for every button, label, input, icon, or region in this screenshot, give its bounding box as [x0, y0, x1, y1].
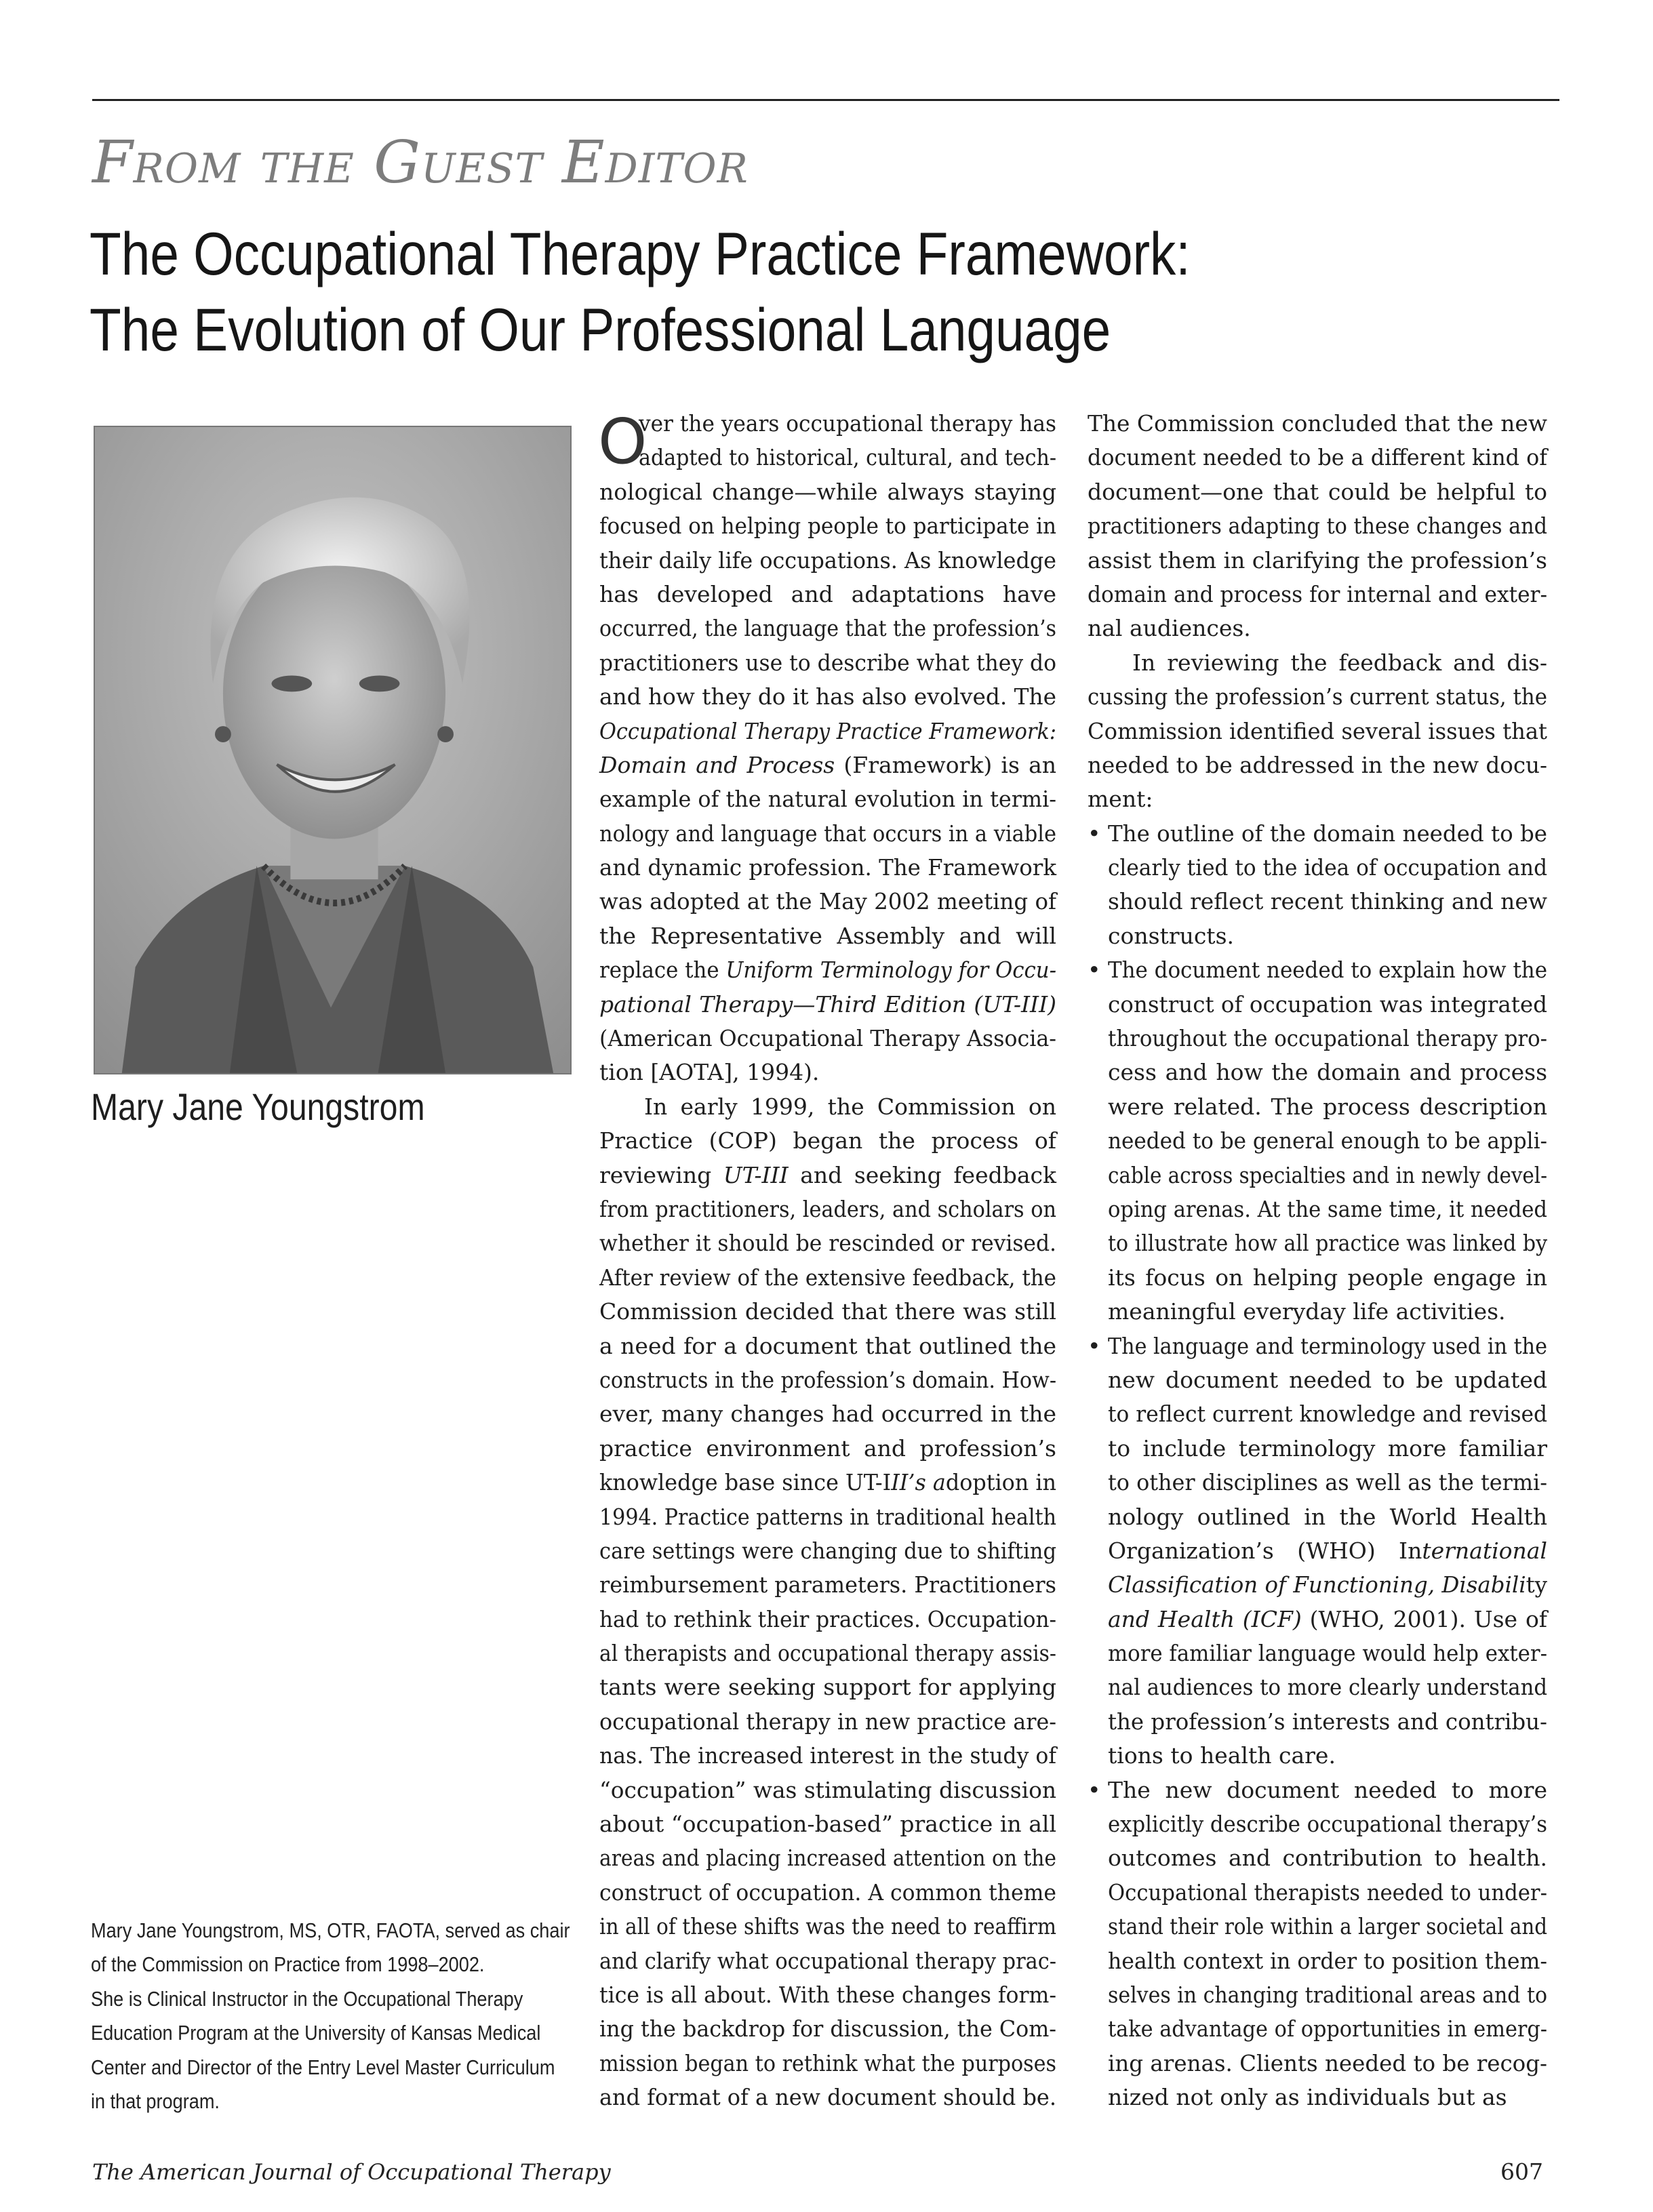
text-line [599, 1466, 1056, 1500]
text-line-content: nized not only as individuals but as [1108, 2084, 1507, 2111]
text-line [1088, 578, 1547, 611]
text-line-content: mission began to rethink what the purposes [599, 2049, 1057, 2076]
text-line [1088, 680, 1547, 714]
text-line-content: practitioners use to describe what they do [599, 649, 1056, 676]
text-line [1088, 1773, 1547, 1807]
text-line [1088, 1670, 1547, 1704]
text-line-content: focused on helping people to participate in [599, 512, 1056, 540]
text-line [1088, 1432, 1547, 1466]
text-line [1088, 1329, 1547, 1363]
text-line [1088, 407, 1547, 441]
text-line-content: Occupational therapists needed to under- [1108, 1878, 1547, 1906]
text-line [1088, 885, 1547, 919]
text-line-content: al therapists and occupational therapy assis- [599, 1640, 1056, 1667]
drop-cap: O [598, 405, 648, 478]
text-line-content: construct of occupation. A common theme [599, 1878, 1056, 1906]
text-line-content: throughout the occupational therapy pro- [1108, 1025, 1547, 1052]
text-line-content [599, 715, 1056, 748]
text-line [599, 1739, 1056, 1773]
text-line [1088, 1055, 1547, 1089]
text-line [599, 1603, 1056, 1636]
text-line-content: new document needed to be updated [1108, 1366, 1548, 1393]
text-line-content: example of the natural evolution in termi- [599, 786, 1057, 813]
text-line [1088, 646, 1547, 680]
text-line-content: adapted to historical, cultural, and tech- [639, 444, 1057, 471]
text-line-content: about “occupation-based” practice in all [599, 1811, 1056, 1838]
text-line [599, 715, 1056, 748]
text-line [599, 1295, 1056, 1329]
text-line [599, 1022, 1056, 1055]
italic-title: Classification of Functioning, Disabili [1108, 1571, 1526, 1598]
text-line-content: areas and placing increased attention on the [599, 1845, 1056, 1872]
text-line [599, 475, 1056, 509]
photo-caption: Mary Jane Youngstrom [91, 1085, 425, 1128]
text-line-content: the Representative Assembly and will [599, 922, 1056, 949]
text-line [1088, 1978, 1547, 2012]
text-line-content: nology and language that occurs in a viable [599, 820, 1057, 847]
text-line-content: construct of occupation was integrated [1108, 990, 1547, 1018]
text-line [1088, 1500, 1547, 1534]
text-line [599, 885, 1056, 919]
text-line [1088, 715, 1547, 748]
bio-line: She is Clinical Instructor in the Occupational Therapy [91, 1986, 523, 2011]
text-line [1088, 988, 1547, 1022]
text-line [1088, 1295, 1547, 1329]
text-line [599, 1363, 1056, 1397]
footer-journal-name: The American Journal of Occupational Therapy [92, 2159, 611, 2185]
text-line-content: occupational therapy in new practice are- [599, 1708, 1057, 1735]
text-line [599, 1978, 1056, 2012]
text-line-content: ver the years occupational therapy has [639, 410, 1056, 437]
text-line [1088, 1807, 1547, 1841]
text-line-content: meaningful everyday life activities. [1108, 1298, 1506, 1325]
text-line [599, 817, 1056, 851]
text-line-content: In reviewing the feedback and dis- [1132, 649, 1547, 676]
text-line [599, 2047, 1056, 2080]
text-line [599, 1226, 1056, 1260]
text-line-content: Domain and Process (Framework) is an [599, 751, 1057, 778]
text-line-content: document needed to be a different kind of [1088, 444, 1547, 471]
text-line [599, 1500, 1056, 1534]
text-line-content: stand their role within a larger societal and [1108, 1913, 1548, 1940]
text-line-content: and format of a new document should be. [599, 2084, 1056, 2111]
text-line-content: and how they do it has also evolved. The [599, 683, 1057, 710]
text-line [1088, 1159, 1547, 1192]
text-line [1088, 475, 1547, 509]
text-line [599, 1636, 1056, 1670]
text-line [599, 1910, 1056, 1944]
author-bio [91, 1914, 570, 2118]
text-line-content: After review of the extensive feedback, the [599, 1264, 1056, 1291]
italic-title: pational Therapy—Third Edition (UT-III) [599, 990, 1056, 1018]
text-line-content: whether it should be rescinded or revised. [599, 1230, 1057, 1257]
text-line [599, 611, 1056, 645]
bio-line: Mary Jane Youngstrom, MS, OTR, FAOTA, served as chair [91, 1918, 570, 1942]
article-title [89, 216, 1191, 367]
text-line [1088, 851, 1547, 885]
bio-line: Center and Director of the Entry Level Master Curriculum [91, 2055, 555, 2079]
text-line [1088, 1841, 1547, 1875]
text-line-content: “occupation” was stimulating discussion [599, 1776, 1056, 1803]
text-line-content: nas. The increased interest in the study of [599, 1742, 1056, 1769]
text-line-content: practitioners adapting to these changes and [1088, 512, 1547, 540]
article-column-1 [599, 407, 1056, 2115]
text-line [599, 441, 1056, 475]
text-line-content: and Health (ICF) (WHO, 2001). Use of [1108, 1605, 1548, 1632]
text-line [1088, 2047, 1547, 2080]
text-line [1088, 1192, 1547, 1226]
text-line [1088, 1534, 1547, 1568]
text-line-content: the profession’s interests and contribu- [1108, 1708, 1548, 1735]
bio-line: Education Program at the University of Kansas Medical [91, 2021, 541, 2045]
text-line [599, 851, 1056, 885]
text-line [1088, 2012, 1547, 2046]
text-line [599, 407, 1056, 441]
text-line [599, 1568, 1056, 1602]
text-line [1088, 953, 1547, 987]
italic-title: II’s a [891, 1469, 946, 1496]
top-rule [92, 99, 1559, 101]
text-line-content: needed to be general enough to be appli- [1108, 1127, 1548, 1154]
text-line [1088, 1124, 1547, 1158]
text-line-content: clearly tied to the idea of occupation and [1108, 854, 1548, 881]
text-line-content: In early 1999, the Commission on [644, 1093, 1057, 1120]
text-line-content: reimbursement parameters. Practitioners [599, 1571, 1056, 1598]
text-line-content: occurred, the language that the profession’s [599, 615, 1057, 642]
text-line-content: care settings were changing due to shifting [599, 1537, 1056, 1564]
text-line [1088, 1568, 1547, 1602]
text-line [1088, 611, 1547, 645]
text-line [1088, 782, 1547, 816]
text-line [599, 1432, 1056, 1466]
text-line-content: 1994. Practice patterns in traditional health [599, 1503, 1056, 1530]
italic-title: and Health (ICF) [1108, 1605, 1302, 1632]
text-line-content: their daily life occupations. As knowledge [599, 546, 1057, 574]
text-line [1088, 441, 1547, 475]
text-line [599, 1397, 1056, 1431]
text-line [1088, 748, 1547, 782]
text-line [599, 782, 1056, 816]
italic-title: Uniform Terminology for Occu- [725, 957, 1057, 984]
text-line-content: nology outlined in the World Health [1108, 1503, 1548, 1530]
text-line-content: in all of these shifts was the need to reaffirm [599, 1913, 1056, 1940]
text-line [1088, 1397, 1547, 1431]
italic-title: Occupational Therapy Practice Framework: [599, 717, 1057, 744]
text-line [1088, 1876, 1547, 1910]
text-line [1088, 1022, 1547, 1055]
text-line [1088, 919, 1547, 953]
text-line [599, 509, 1056, 543]
text-line-content: nological change—while always staying [599, 478, 1057, 505]
text-line [599, 1944, 1056, 1978]
text-line-content: explicitly describe occupational therapy’s [1108, 1811, 1547, 1838]
text-line [1088, 1090, 1547, 1124]
text-line-content: ever, many changes had occurred in the [599, 1401, 1057, 1428]
text-line [599, 953, 1056, 987]
text-line [599, 1159, 1056, 1192]
text-line-content: domain and process for internal and exter- [1088, 580, 1548, 607]
text-line [1088, 1636, 1547, 1670]
text-line-content: health context in order to position them- [1108, 1947, 1547, 1974]
text-line [599, 578, 1056, 611]
text-line [599, 1773, 1056, 1807]
text-line-content: ment: [1088, 786, 1153, 813]
text-line [1088, 1603, 1547, 1636]
text-line [1088, 2080, 1547, 2114]
text-line-content: oping arenas. At the same time, it needed [1108, 1195, 1547, 1222]
text-line-content: has developed and adaptations have [599, 580, 1057, 607]
text-line-content: tion [AOTA], 1994). [599, 1059, 820, 1086]
author-portrait-image [95, 427, 570, 1073]
text-line-content: to other disciplines as well as the termi- [1108, 1469, 1547, 1496]
text-line-content: from practitioners, leaders, and scholars on [599, 1195, 1056, 1222]
text-line-content: was adopted at the May 2002 meeting of [599, 888, 1057, 915]
text-line-content: practice environment and profession’s [599, 1434, 1056, 1462]
text-line [1088, 1705, 1547, 1739]
text-line-content: ing arenas. Clients needed to be recog- [1108, 2049, 1548, 2076]
text-line [599, 1876, 1056, 1910]
text-line-content: its focus on helping people engage in [1108, 1264, 1548, 1291]
text-line [599, 646, 1056, 680]
text-line-content: needed to be addressed in the new docu- [1088, 751, 1547, 778]
italic-title: ternational [1422, 1537, 1547, 1564]
bio-line: of the Commission on Practice from 1998–2002. [91, 1952, 485, 1977]
text-line [599, 2080, 1056, 2114]
text-line [599, 988, 1056, 1022]
text-line [599, 2012, 1056, 2046]
text-line-content: The Commission concluded that the new [1088, 410, 1547, 437]
text-line-content: more familiar language would help exter- [1108, 1640, 1548, 1667]
article-title-line-2: The Evolution of Our Professional Language [89, 296, 1111, 363]
text-line-content: nal audiences. [1088, 615, 1251, 642]
text-line [1088, 1739, 1547, 1773]
text-line-content: Commission decided that there was still [599, 1298, 1056, 1325]
text-line-content: selves in changing traditional areas and to [1108, 1981, 1548, 2008]
text-line [599, 1705, 1056, 1739]
text-line-content: The new document needed to more [1108, 1776, 1547, 1803]
text-line-content: The language and terminology used in the [1108, 1332, 1547, 1359]
text-line-content: Commission identified several issues that [1088, 717, 1547, 744]
text-line [599, 680, 1056, 714]
text-line [599, 1090, 1056, 1124]
text-line-content: constructs. [1108, 922, 1234, 949]
section-kicker: From the Guest Editor [92, 129, 749, 197]
text-line-content: a need for a document that outlined the [599, 1332, 1057, 1359]
text-line [1088, 1363, 1547, 1397]
text-line [599, 1055, 1056, 1089]
bio-line: in that program. [91, 2089, 220, 2114]
italic-title: UT-III [723, 1161, 789, 1188]
text-line [599, 1261, 1056, 1295]
text-line [599, 544, 1056, 578]
text-line [599, 1841, 1056, 1875]
text-line [1088, 544, 1547, 578]
text-line-content: had to rethink their practices. Occupation- [599, 1605, 1056, 1632]
text-line-content: to illustrate how all practice was linked by [1108, 1230, 1548, 1257]
text-line [599, 1124, 1056, 1158]
text-line-content: were related. The process description [1108, 1093, 1547, 1120]
text-line-content: Classification of Functioning, Disability [1108, 1571, 1547, 1598]
italic-title: Domain and Process [599, 751, 835, 778]
text-line-content: tants were seeking support for applying [599, 1674, 1056, 1701]
text-line-content: to include terminology more familiar [1108, 1434, 1547, 1462]
text-line-content: knowledge base since UT-III’s adoption in [599, 1469, 1057, 1496]
text-line-content: document—one that could be helpful to [1088, 478, 1548, 505]
text-line-content: to reflect current knowledge and revised [1108, 1401, 1548, 1428]
text-line [1088, 1466, 1547, 1500]
text-line-content: tice is all about. With these changes form- [599, 1981, 1057, 2008]
text-line-content: assist them in clarifying the profession’s [1088, 546, 1547, 574]
text-line [1088, 817, 1547, 851]
text-line-content: ing the backdrop for discussion, the Com- [599, 2015, 1057, 2043]
text-line-content: take advantage of opportunities in emerg- [1108, 2015, 1548, 2043]
author-photo [94, 426, 572, 1074]
text-line-content: nal audiences to more clearly understand [1108, 1674, 1548, 1701]
text-line-content: tions to health care. [1108, 1742, 1336, 1769]
text-line [599, 1670, 1056, 1704]
text-line-content: The outline of the domain needed to be [1108, 820, 1547, 847]
article-title-line-1: The Occupational Therapy Practice Framework: [89, 220, 1191, 287]
text-line-content: outcomes and contribution to health. [1108, 1845, 1547, 1872]
text-line [599, 1329, 1056, 1363]
article-column-2 [1088, 407, 1547, 2115]
text-line-content: The document needed to explain how the [1108, 957, 1548, 984]
text-line-content: Practice (COP) began the process of [599, 1127, 1056, 1154]
text-line [1088, 509, 1547, 543]
text-line-content: cable across specialties and in newly devel- [1108, 1161, 1548, 1188]
text-line-content: cussing the profession’s current status, the [1088, 683, 1548, 710]
text-line-content: replace the Uniform Terminology for Occu- [599, 957, 1057, 984]
text-line [599, 919, 1056, 953]
text-line [1088, 1261, 1547, 1295]
text-line-content [599, 988, 1056, 1022]
footer-page-number: 607 [1500, 2158, 1543, 2185]
text-line [599, 1192, 1056, 1226]
text-line-content: Organization’s (WHO) International [1108, 1537, 1547, 1564]
text-line-content: and clarify what occupational therapy prac- [599, 1947, 1056, 1974]
text-line-content: and dynamic profession. The Framework [599, 854, 1056, 881]
text-line [599, 1534, 1056, 1568]
text-line-content: should reflect recent thinking and new [1108, 888, 1547, 915]
text-line [599, 748, 1056, 782]
text-line-content: constructs in the profession’s domain. How- [599, 1366, 1057, 1393]
text-line-content: cess and how the domain and process [1108, 1059, 1548, 1086]
text-line [1088, 1944, 1547, 1978]
text-line-content: reviewing UT-III and seeking feedback [599, 1161, 1057, 1188]
text-line [599, 1807, 1056, 1841]
text-line [1088, 1910, 1547, 1944]
text-line-content: (American Occupational Therapy Associa- [599, 1025, 1056, 1052]
text-line [1088, 1226, 1547, 1260]
